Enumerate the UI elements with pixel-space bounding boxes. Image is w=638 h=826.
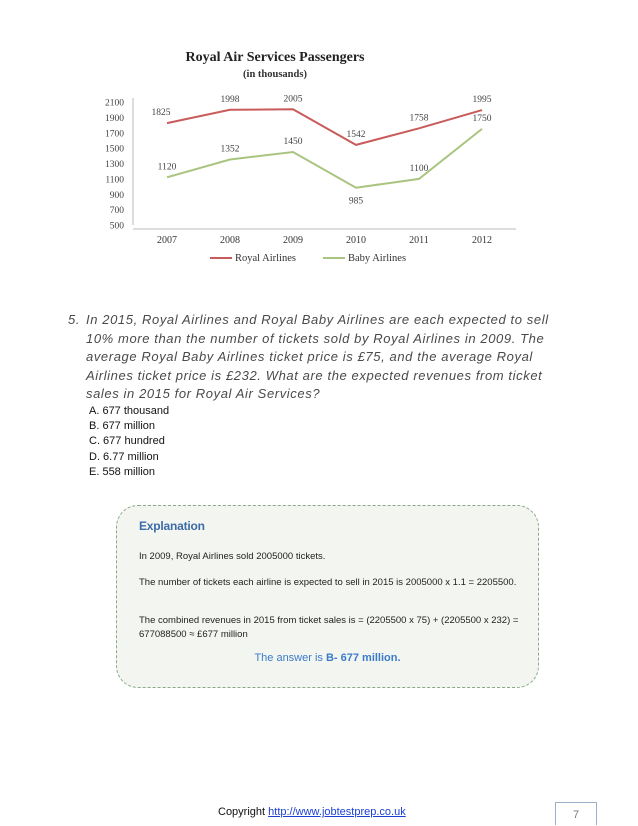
data-label-baby-airlines: 1450 bbox=[283, 136, 303, 147]
passengers-line-chart bbox=[95, 40, 492, 270]
y-tick-label: 900 bbox=[109, 190, 124, 201]
footer-copyright bbox=[218, 806, 406, 818]
option-e: E. 558 million bbox=[89, 465, 156, 478]
data-label-royal-airlines: 1998 bbox=[220, 94, 240, 105]
x-tick-label: 2009 bbox=[283, 235, 303, 246]
x-tick-label: 2011 bbox=[409, 235, 429, 246]
data-label-royal-airlines: 1542 bbox=[346, 129, 366, 140]
x-tick-label: 2010 bbox=[346, 235, 366, 246]
y-tick-label: 1700 bbox=[105, 129, 124, 140]
data-label-royal-airlines: 2005 bbox=[283, 94, 303, 105]
data-label-royal-airlines: 1758 bbox=[409, 113, 429, 124]
chart-title: Royal Air Services Passengers bbox=[185, 50, 365, 65]
y-tick-label: 700 bbox=[109, 206, 124, 217]
option-a: A. 677 thousand bbox=[89, 405, 170, 417]
y-tick-label: 2100 bbox=[105, 98, 124, 109]
answer-options bbox=[89, 404, 169, 480]
data-label-baby-airlines: 1120 bbox=[157, 162, 177, 173]
x-tick-label: 2012 bbox=[472, 235, 492, 246]
legend-label-royal-airlines: Royal Airlines bbox=[235, 253, 296, 264]
y-tick-label: 1900 bbox=[105, 113, 124, 124]
series-line-royal-airlines bbox=[167, 109, 482, 145]
data-label-royal-airlines: 1825 bbox=[151, 108, 171, 119]
data-label-baby-airlines: 1352 bbox=[220, 144, 240, 155]
chart-subtitle: (in thousands) bbox=[243, 69, 307, 80]
answer-prefix: The answer is bbox=[254, 652, 326, 664]
legend-label-baby-airlines: Baby Airlines bbox=[348, 253, 407, 264]
explanation-heading: Explanation bbox=[139, 519, 205, 533]
data-label-baby-airlines: 1750 bbox=[472, 113, 492, 124]
data-label-baby-airlines: 985 bbox=[348, 196, 364, 207]
y-tick-label: 1300 bbox=[105, 160, 124, 170]
series-line-baby-airlines bbox=[167, 129, 482, 188]
data-label-baby-airlines: 1100 bbox=[409, 163, 429, 174]
y-tick-label: 1500 bbox=[105, 144, 124, 155]
page-number: 7 bbox=[572, 809, 580, 821]
explanation-answer bbox=[117, 652, 538, 664]
option-d: D. 6.77 million bbox=[89, 450, 159, 463]
explanation-box bbox=[116, 505, 539, 688]
question-block bbox=[68, 311, 568, 404]
page-number-box bbox=[555, 802, 597, 825]
answer-value: B- 677 million. bbox=[325, 652, 401, 664]
question-number: 5. bbox=[68, 312, 81, 327]
copyright-link[interactable]: http://www.jobtestprep.co.uk bbox=[268, 806, 406, 818]
explanation-paragraph-2: The number of tickets each airline is expected to sell in 2015 is 2005000 x 1.1 = 2205500. bbox=[139, 577, 517, 588]
x-tick-label: 2007 bbox=[157, 235, 177, 246]
option-b: B. 677 million bbox=[89, 420, 156, 433]
copyright-label: Copyright bbox=[218, 806, 269, 818]
question-text: In 2015, Royal Airlines and Royal Baby Airlines are each expected to sell 10% more than the number of tickets sold by Royal Airlines in 2009. The average Royal Baby Airlines ticket price is £75, and the average Royal Airlines ticket price is £232. What are the expected revenues from ticket sales in 2015 for Royal Air Services? bbox=[86, 312, 549, 401]
y-tick-label: 1100 bbox=[105, 175, 124, 186]
explanation-paragraph-3: The combined revenues in 2015 from ticket sales is = (2205500 x 75) + (2205500 x 232) = 677088500 ≈ £677 million bbox=[139, 615, 519, 640]
y-tick-label: 500 bbox=[109, 221, 124, 232]
option-c: C. 677 hundred bbox=[89, 435, 165, 448]
explanation-paragraph-1: In 2009, Royal Airlines sold 2005000 tickets. bbox=[139, 551, 326, 562]
x-tick-label: 2008 bbox=[220, 235, 240, 246]
data-label-royal-airlines: 1995 bbox=[472, 95, 492, 106]
